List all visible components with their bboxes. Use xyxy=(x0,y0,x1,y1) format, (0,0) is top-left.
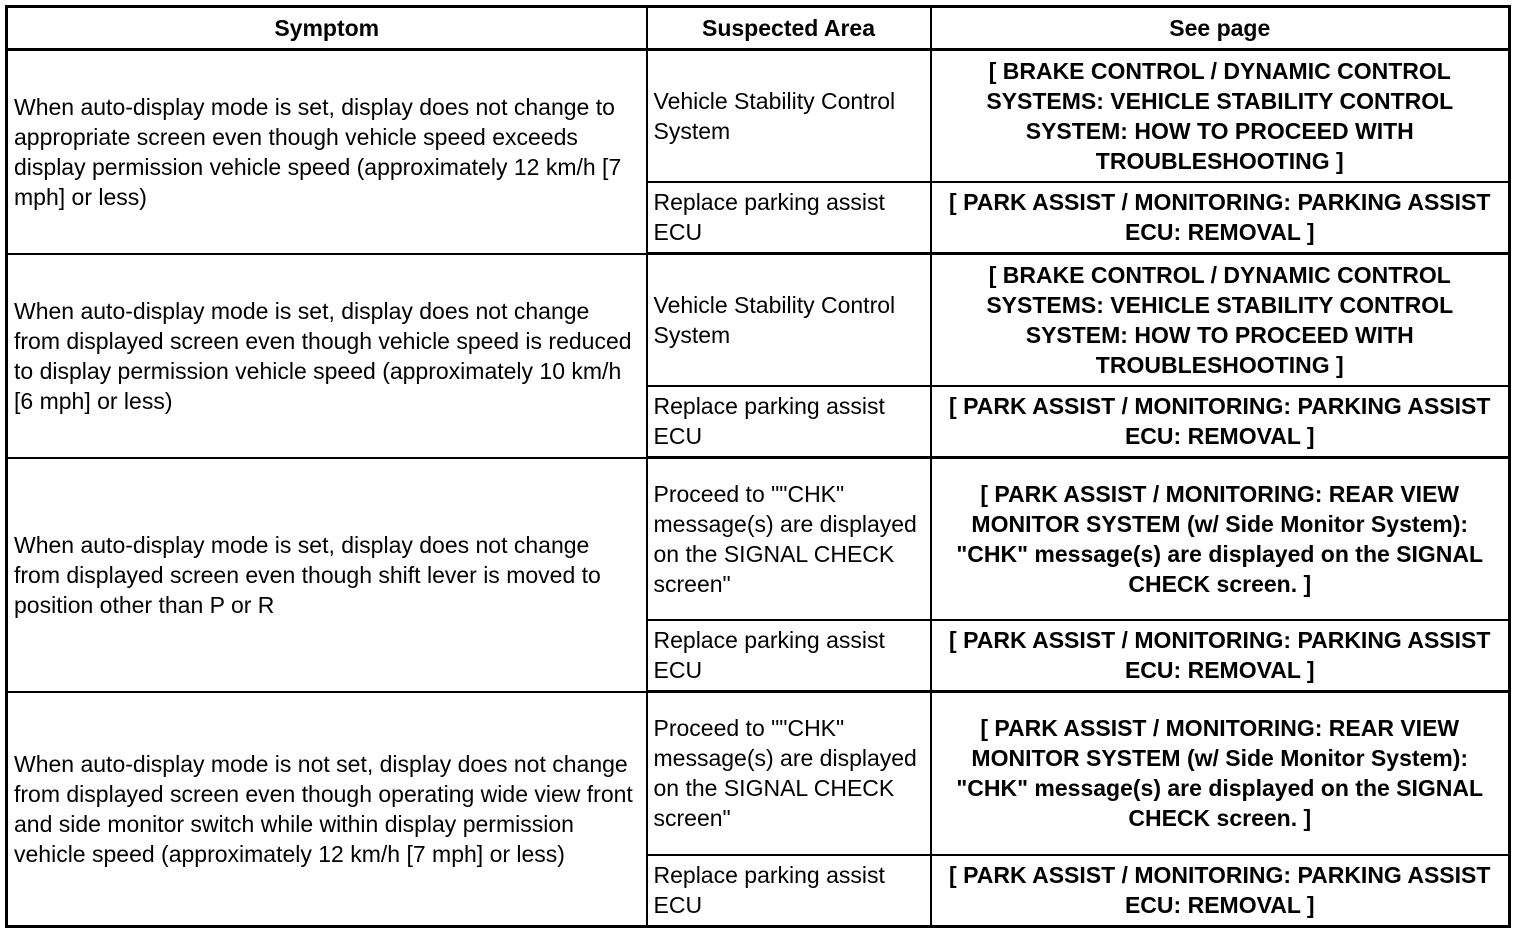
symptom-cell: When auto-display mode is set, display does not change from displayed screen even though shift lever is moved to position other than P or R xyxy=(7,458,647,692)
table-row xyxy=(7,50,1510,182)
troubleshooting-table xyxy=(5,5,1511,928)
suspected-area-cell: Replace parking assist ECU xyxy=(647,182,931,254)
table-row xyxy=(7,692,1510,855)
symptom-cell: When auto-display mode is set, display does not change from displayed screen even though vehicle speed is reduced to display permission vehicle speed (approximately 10 km/h [6 mph] or less) xyxy=(7,254,647,458)
suspected-area-cell: Replace parking assist ECU xyxy=(647,855,931,927)
suspected-area-cell: Proceed to ""CHK" message(s) are displayed on the SIGNAL CHECK screen" xyxy=(647,458,931,620)
header-suspected-area: Suspected Area xyxy=(647,7,931,50)
suspected-area-cell: Vehicle Stability Control System xyxy=(647,254,931,386)
suspected-area-cell: Replace parking assist ECU xyxy=(647,386,931,458)
suspected-area-cell: Vehicle Stability Control System xyxy=(647,50,931,182)
header-see-page: See page xyxy=(931,7,1510,50)
suspected-area-cell: Replace parking assist ECU xyxy=(647,620,931,692)
see-page-link[interactable]: [ PARK ASSIST / MONITORING: PARKING ASSIST ECU: REMOVAL ] xyxy=(931,182,1510,254)
see-page-link[interactable]: [ PARK ASSIST / MONITORING: REAR VIEW MONITOR SYSTEM (w/ Side Monitor System): "CHK" message(s) are displayed on the SIGNAL CHECK screen. ] xyxy=(931,458,1510,620)
symptom-cell: When auto-display mode is set, display does not change to appropriate screen even though vehicle speed exceeds display permission vehicle speed (approximately 12 km/h [7 mph] or less) xyxy=(7,50,647,254)
suspected-area-cell: Proceed to ""CHK" message(s) are displayed on the SIGNAL CHECK screen" xyxy=(647,692,931,855)
see-page-link[interactable]: [ PARK ASSIST / MONITORING: PARKING ASSIST ECU: REMOVAL ] xyxy=(931,620,1510,692)
see-page-link[interactable]: [ PARK ASSIST / MONITORING: REAR VIEW MONITOR SYSTEM (w/ Side Monitor System): "CHK" message(s) are displayed on the SIGNAL CHECK screen. ] xyxy=(931,692,1510,855)
symptom-cell: When auto-display mode is not set, display does not change from displayed screen even though operating wide view front and side monitor switch while within display permission vehicle speed (approximately 12 km/h [7 mph] or less) xyxy=(7,692,647,927)
see-page-link[interactable]: [ BRAKE CONTROL / DYNAMIC CONTROL SYSTEMS: VEHICLE STABILITY CONTROL SYSTEM: HOW TO PROCEED WITH TROUBLESHOOTING ] xyxy=(931,254,1510,386)
header-row xyxy=(7,7,1510,50)
header-symptom: Symptom xyxy=(7,7,647,50)
see-page-link[interactable]: [ BRAKE CONTROL / DYNAMIC CONTROL SYSTEMS: VEHICLE STABILITY CONTROL SYSTEM: HOW TO PROCEED WITH TROUBLESHOOTING ] xyxy=(931,50,1510,182)
see-page-link[interactable]: [ PARK ASSIST / MONITORING: PARKING ASSIST ECU: REMOVAL ] xyxy=(931,386,1510,458)
table-row xyxy=(7,458,1510,620)
table-row xyxy=(7,254,1510,386)
see-page-link[interactable]: [ PARK ASSIST / MONITORING: PARKING ASSIST ECU: REMOVAL ] xyxy=(931,855,1510,927)
